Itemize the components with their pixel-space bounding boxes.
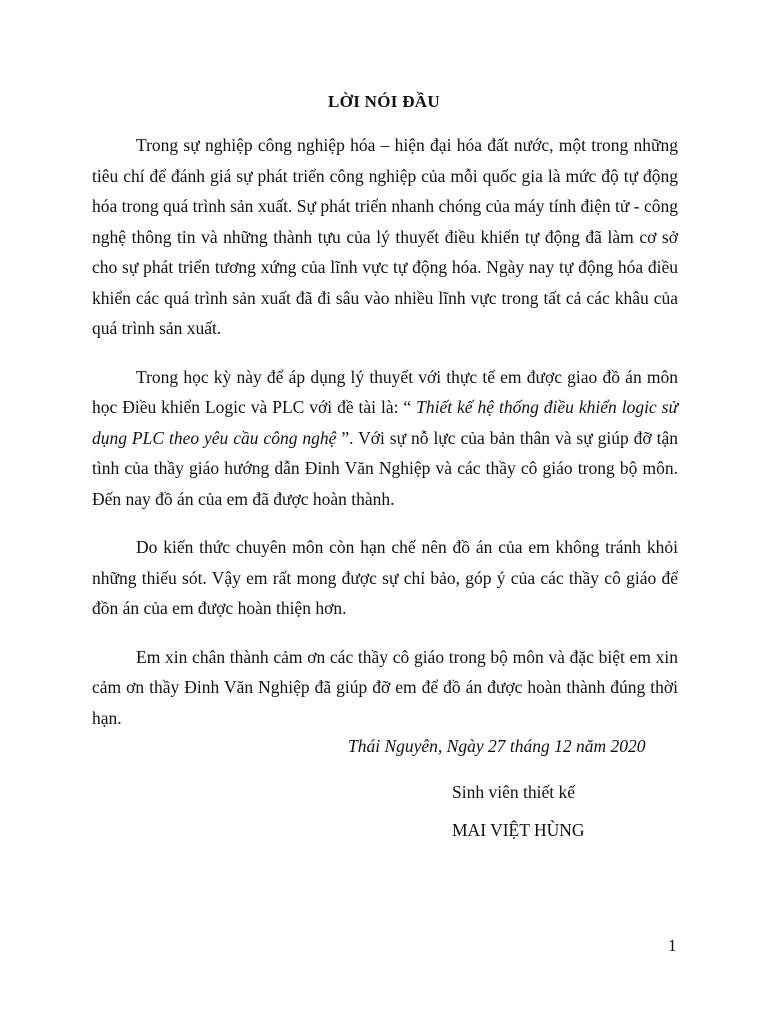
page-title: LỜI NÓI ĐẦU [328,92,440,111]
paragraph-4: Em xin chân thành cảm ơn các thầy cô giáo trong bộ môn và đặc biệt em xin cảm ơn thầy Đinh Văn Nghiệp đã giúp đỡ em để đồ án được hoàn thành đúng thời hạn. [92,646,678,728]
paragraph-1: Trong sự nghiệp công nghiệp hóa – hiện đại hóa đất nước, một trong những tiêu chí để đánh giá sự phát triển công nghiệp của mỗi quốc gia là mức độ tự động hóa trong quá trình sản xuất. Sự phát triển nhanh chóng của máy tính điện tử - công nghệ thông tin và những thành tựu của lý thuyết điều khiển tự động đã làm cơ sở cho sự phát triển tương xứng của lĩnh vực tự động hóa. Ngày nay tự động hóa điều khiển các quá trình sản xuất đã đi sâu vào nhiều lĩnh vực trong tất cả các khâu của quá trình sản xuất. [92,135,678,338]
document-body [92,130,678,751]
signature-name: MAI VIỆT HÙNG [452,820,585,840]
signature-role: Sinh viên thiết kế [452,782,575,802]
date-line: Thái Nguyên, Ngày 27 tháng 12 năm 2020 [348,736,646,756]
paragraph-3: Do kiến thức chuyên môn còn hạn chế nên đồ án của em không tránh khỏi những thiếu sót. Vậy em rất mong được sự chỉ bảo, góp ý của các thầy cô giáo để đồn án của em được hoàn thiện hơn. [92,537,678,618]
page-number: 1 [668,936,677,955]
paragraph-2-lead: Trong học kỳ này để áp dụng lý thuyết với thực tế em được giao đồ án môn học Điều khiển Logic và PLC với đề tài là: “ [92,366,678,417]
paragraph-2 [92,362,678,515]
project-topic: Thiết kế hệ thống điều khiển logic sử dụng PLC theo yêu cầu công nghệ [92,397,678,448]
paragraph-2-tail: ”. Với sự nỗ lực của bản thân và sự giúp đỡ tận tình của thầy giáo hướng dẫn Đinh Văn Nghiệp và các thầy cô giáo trong bộ môn. Đến nay đồ án của em đã được hoàn thành. [92,427,678,509]
